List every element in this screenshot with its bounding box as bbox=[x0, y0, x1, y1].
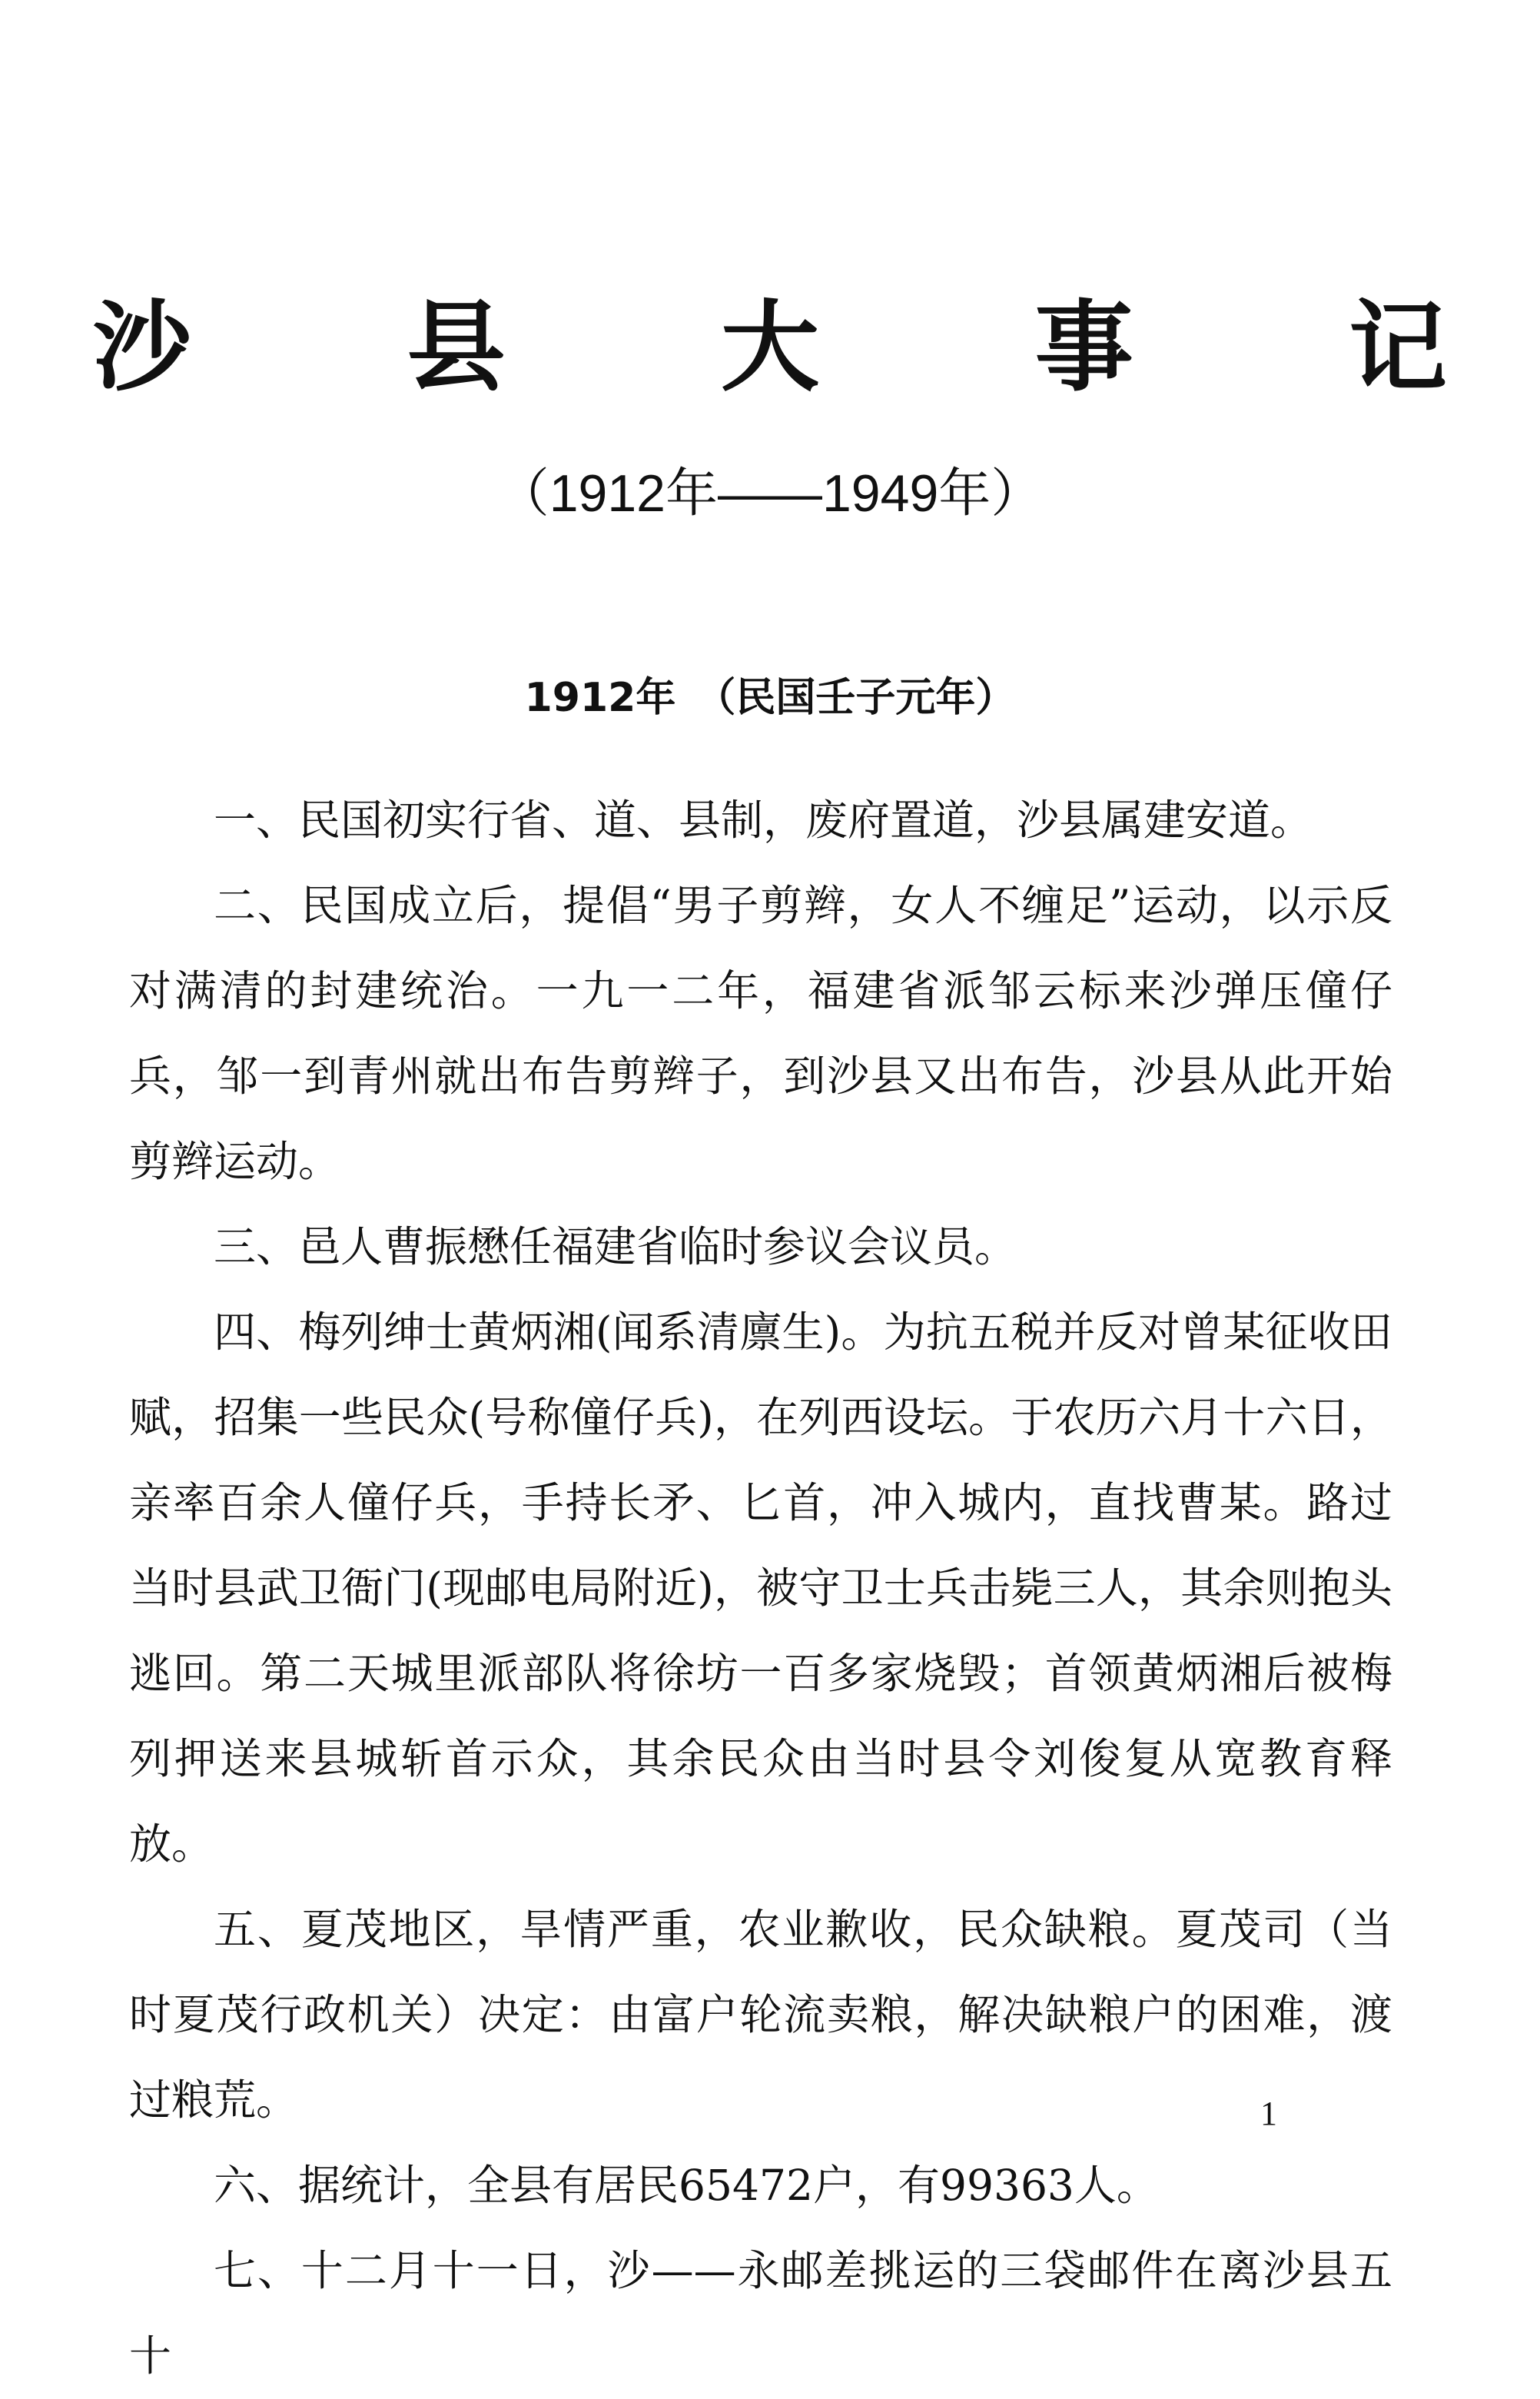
document-title: 沙 县 大 事 记 bbox=[92, 290, 1538, 405]
document-subtitle: （1912年——1949年） bbox=[496, 464, 1044, 523]
paragraph-2: 二、民国成立后，提倡“男子剪辫，女人不缠足”运动，以示反对满清的封建统治。一九一二年，福建省派邹云标来沙弹压僮仔兵，邹一到青州就出布告剪辫子，到沙县又出布告，沙县从此开始剪辫运动。 bbox=[129, 881, 1392, 1186]
paragraph-1: 一、民国初实行省、道、县制，废府置道，沙县属建安道。 bbox=[214, 796, 1313, 845]
paragraph-3: 三、邑人曹振懋任福建省临时参议会议员。 bbox=[214, 1222, 1017, 1271]
body-text bbox=[129, 778, 1392, 2399]
page-number: 1 bbox=[1260, 2095, 1277, 2132]
year-heading: 1912年 （民国壬子元年） bbox=[524, 675, 1016, 721]
paragraph-6: 六、据统计，全县有居民65472户，有99363人。 bbox=[214, 2161, 1159, 2210]
paragraph-4: 四、梅列绅士黄炳湘(闻系清廪生)。为抗五税并反对曾某征收田赋，招集一些民众(号称僮仔兵)，在列西设坛。于农历六月十六日，亲率百余人僮仔兵，手持长矛、匕首，冲入城内，直找曹某。路过当时县武卫衙门(现邮电局附近)，被守卫士兵击毙三人，其余则抱头逃回。第二天城里派部队将徐坊一百多家烧毁；首领黄炳湘后被梅列押送来县城斩首示众，其余民众由当时县令刘俊复从宽教育释放。 bbox=[129, 1307, 1392, 1869]
paragraph-5: 五、夏茂地区，旱情严重，农业歉收，民众缺粮。夏茂司（当时夏茂行政机关）决定：由富户轮流卖粮，解决缺粮户的困难，渡过粮荒。 bbox=[129, 1905, 1392, 2125]
paragraph-7: 七、十二月十一日，沙——永邮差挑运的三袋邮件在离沙县五十 bbox=[129, 2246, 1392, 2381]
